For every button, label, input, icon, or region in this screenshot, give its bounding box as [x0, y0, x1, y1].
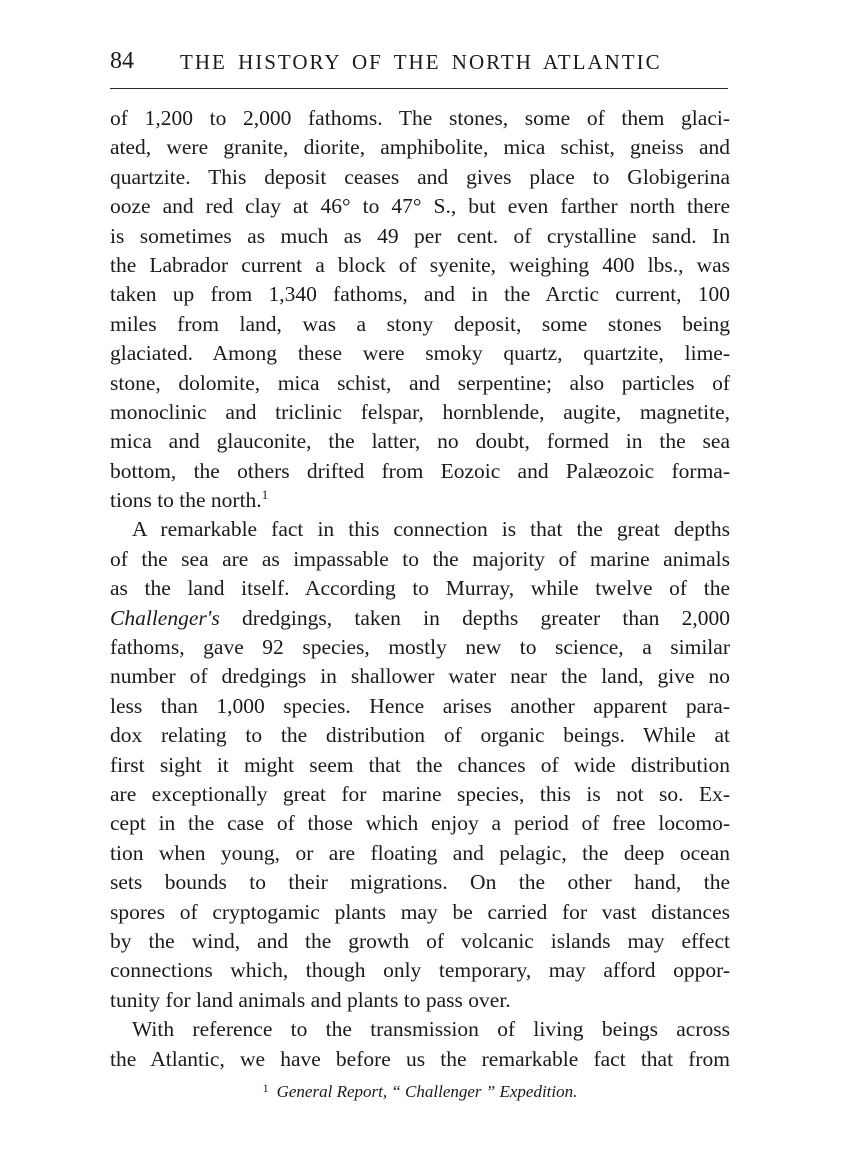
- text-line: are exceptionally great for marine species, this is not so. Ex-: [110, 781, 730, 806]
- text-line: as the land itself. According to Murray, while twelve of the: [110, 576, 730, 601]
- text-line: tunity for land animals and plants to pass over.: [110, 987, 511, 1012]
- text-line: is sometimes as much as 49 per cent. of crystalline sand. In: [110, 223, 730, 248]
- text-line: glaciated. Among these were smoky quartz, quartzite, lime-: [110, 341, 730, 366]
- text-line: connections which, though only temporary, may afford oppor-: [110, 958, 730, 983]
- text-line-content: tions to the north.: [110, 488, 262, 513]
- text-line: taken up from 1,340 fathoms, and in the Arctic current, 100: [110, 282, 730, 307]
- text-line: of 1,200 to 2,000 fathoms. The stones, some of them glaci-: [110, 106, 730, 130]
- footnote-reference: 1: [261, 487, 269, 503]
- text-line: dox relating to the distribution of organic beings. While at: [110, 723, 730, 748]
- text-line: quartzite. This deposit ceases and gives place to Globigerina: [110, 164, 730, 189]
- text-line: cept in the case of those which enjoy a period of free locomo-: [110, 811, 730, 836]
- text-line: monoclinic and triclinic felspar, hornblende, augite, magnetite,: [110, 399, 730, 424]
- text-line: first sight it might seem that the chances of wide distribution: [110, 752, 730, 777]
- text-line: spores of cryptogamic plants may be carried for vast distances: [110, 899, 730, 924]
- paragraph-1: [110, 104, 730, 515]
- page-header: [110, 46, 728, 78]
- text-line: less than 1,000 species. Hence arises another apparent para-: [110, 693, 730, 718]
- text-line: the Atlantic, we have before us the remarkable fact that from: [110, 1046, 730, 1071]
- text-line: miles from land, was a stony deposit, some stones being: [110, 311, 730, 336]
- text-line: the Labrador current a block of syenite, weighing 400 lbs., was: [110, 252, 730, 277]
- footnote-mark: 1: [262, 1081, 269, 1095]
- body-text: [110, 104, 730, 1074]
- text-line: tion when young, or are floating and pelagic, the deep ocean: [110, 840, 730, 865]
- text-line: by the wind, and the growth of volcanic islands may effect: [110, 928, 730, 953]
- text-line: of the sea are as impassable to the majority of marine animals: [110, 546, 730, 571]
- text-line: ated, were granite, diorite, amphibolite, mica schist, gneiss and: [110, 135, 730, 160]
- text-line: stone, dolomite, mica schist, and serpentine; also particles of: [110, 370, 730, 395]
- italic-ship-name: Challenger's: [110, 605, 220, 630]
- page-number: 84: [110, 48, 134, 74]
- text-line: ooze and red clay at 46° to 47° S., but even farther north there: [110, 194, 730, 219]
- paragraph-2: [110, 515, 730, 1015]
- text-line: [110, 604, 730, 633]
- text-line: bottom, the others drifted from Eozoic and Palæozoic forma-: [110, 458, 730, 483]
- text-line: mica and glauconite, the latter, no doubt, formed in the sea: [110, 429, 730, 454]
- text-line: With reference to the transmission of living beings across: [132, 1017, 730, 1042]
- paragraph-3: [110, 1015, 730, 1074]
- header-rule: [110, 88, 728, 89]
- text-line: A remarkable fact in this connection is that the great depths: [132, 517, 730, 542]
- text-line: sets bounds to their migrations. On the other hand, the: [110, 870, 730, 895]
- text-line: fathoms, gave 92 species, mostly new to science, a similar: [110, 635, 730, 660]
- footnote-text: General Report, “ Challenger ” Expedition.: [276, 1082, 578, 1101]
- footnote: [110, 1081, 730, 1102]
- running-title: THE HISTORY OF THE NORTH ATLANTIC: [180, 50, 662, 74]
- text-line-content: dredgings, taken in depths greater than 2,000: [219, 605, 730, 630]
- text-line: [110, 486, 730, 515]
- text-line: number of dredgings in shallower water near the land, give no: [110, 664, 730, 689]
